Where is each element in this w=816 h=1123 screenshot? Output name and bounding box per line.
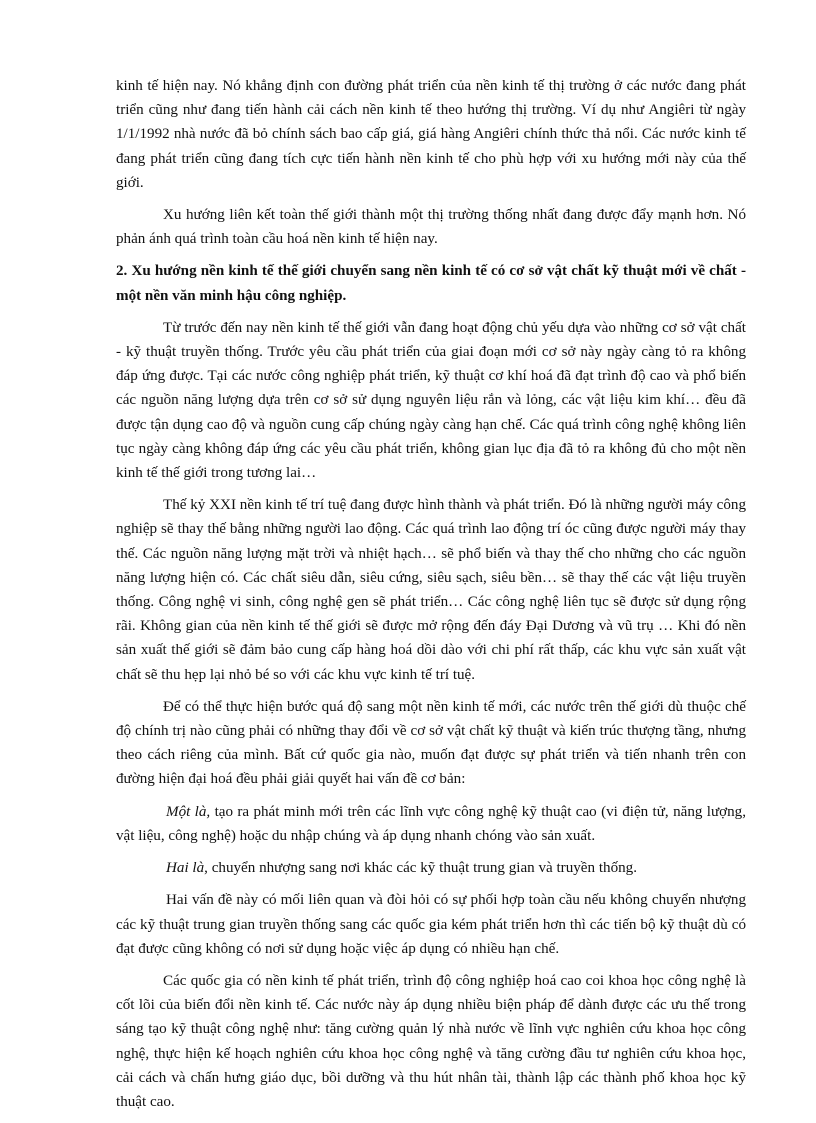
paragraph-8: Hai vấn đề này có mối liên quan và đòi hỏi có sự phối hợp toàn cầu nếu không chuyển nhượng các kỹ thuật trung gian truyền thống sang các quốc gia kém phát triển hơn thì các tiến bộ kỹ thuật dù có đạt được cũng không có nơi sử dụng hoặc việc áp dụng có nhiều hạn chế. [116,892,746,957]
section-heading: 2. Xu hướng nền kinh tế thế giới chuyển sang nền kinh tế có cơ sở vật chất kỹ thuật mới về chất - một nền văn minh hậu công nghiệp. [116,263,746,304]
paragraph-2: Xu hướng liên kết toàn thế giới thành một thị trường thống nhất đang được đẩy mạnh hơn. Nó phản ánh quá trình toàn cầu hoá nền kinh tế hiện nay. [116,207,746,248]
hai-la-text: , chuyển nhượng sang nơi khác các kỹ thuật trung gian và truyền thống. [204,860,637,877]
mot-la-lead: Một là, [166,803,211,820]
paragraph-mot-la [116,800,746,848]
paragraph-1: kinh tế hiện nay. Nó khẳng định con đường phát triển của nền kinh tế thị trường ở các nước đang phát triển cũng như đang tiến hành cải cách nền kinh tế theo hướng thị trường. Ví dụ như Angiêri từ ngày 1/1/1992 nhà nước đã bỏ chính sách bao cấp giá, giá hàng Angiêri chính thức thả nổi. Các nước kinh tế đang phát triển cũng đang tích cực tiến hành nền kinh tế cho phù hợp với xu hướng mới này của thế giới. [116,78,746,191]
paragraph-4: Thế kỷ XXI nền kinh tế trí tuệ đang được hình thành và phát triển. Đó là những người máy công nghiệp sẽ thay thế bằng những người lao động. Các quá trình lao động trí óc cũng được người máy thay thế. Các nguồn năng lượng mặt trời và nhiệt hạch… sẽ phổ biến và thay thế cho những cho các nguồn năng lượng hiện có. Các chất siêu dẫn, siêu cứng, siêu sạch, siêu bền… sẽ thay thế các vật liệu truyền thống. Công nghệ vi sinh, công nghệ gen sẽ phát triển… Các công nghệ liên tục sẽ được sử dụng rộng rãi. Không gian của nền kinh tế thế giới sẽ được mở rộng đến đáy Đại Dương và vũ trụ … Khi đó nền sản xuất thế giới sẽ đảm bảo cung cấp hàng hoá dồi dào với chi phí rất thấp, các khu vực sản xuất vật chất sẽ thu hẹp lại nhỏ bé so với các khu vực kinh tế trí tuệ. [116,497,746,683]
paragraph-hai-la [116,856,746,880]
paragraph-3: Từ trước đến nay nền kinh tế thế giới vẫn đang hoạt động chủ yếu dựa vào những cơ sở vật chất - kỹ thuật truyền thống. Trước yêu cầu phát triển của giai đoạn mới cơ sở này ngày càng tỏ ra không đáp ứng được. Tại các nước công nghiệp phát triển, kỹ thuật cơ khí hoá đã đạt trình độ cao và phổ biến các nguồn năng lượng dựa trên cơ sở sử dụng nguyên liệu rắn và lỏng, các vật liệu kim khí… đều đã được tận dụng cao độ và nguồn cung cấp chúng ngày càng hạn chế. Các quá trình công nghệ không liên tục ngày càng không đáp ứng các yêu cầu phát triển, không gian lục địa đã tỏ ra không đủ cho một nền kinh tế thế giới trong tương lai… [116,319,746,482]
paragraph-9: Các quốc gia có nền kinh tế phát triển, trình độ công nghiệp hoá cao coi khoa học công nghệ là cốt lõi của biến đổi nền kinh tế. Các nước này áp dụng nhiều biện pháp để dành được các ưu thế trong sáng tạo kỹ thuật công nghệ như: tăng cường quản lý nhà nước về lĩnh vực nghiên cứu khoa học công nghệ, thực hiện kế hoạch nghiên cứu khoa học công nghệ và tăng cường đầu tư nghiên cứu khoa học, cải cách và chấn hưng giáo dục, bồi dưỡng và thu hút nhân tài, thành lập các thành phố khoa học kỹ thuật cao. [116,972,746,1110]
paragraph-5: Để có thể thực hiện bước quá độ sang một nền kinh tế mới, các nước trên thế giới dù thuộc chế độ chính trị nào cũng phải có những thay đổi về cơ sở vật chất kỹ thuật và kiến trúc thượng tầng, nhưng theo cách riêng của mình. Bất cứ quốc gia nào, muốn đạt được sự phát triển và tiến nhanh trên con đường hiện đại hoá đều phải giải quyết hai vấn đề cơ bản: [116,698,746,788]
mot-la-text: tạo ra phát minh mới trên các lĩnh vực công nghệ kỹ thuật cao (vi điện tử, năng lượng, vật liệu, công nghệ) hoặc du nhập chúng và áp dụng nhanh chóng vào sản xuất. [116,803,746,844]
hai-la-lead: Hai là [166,860,205,877]
